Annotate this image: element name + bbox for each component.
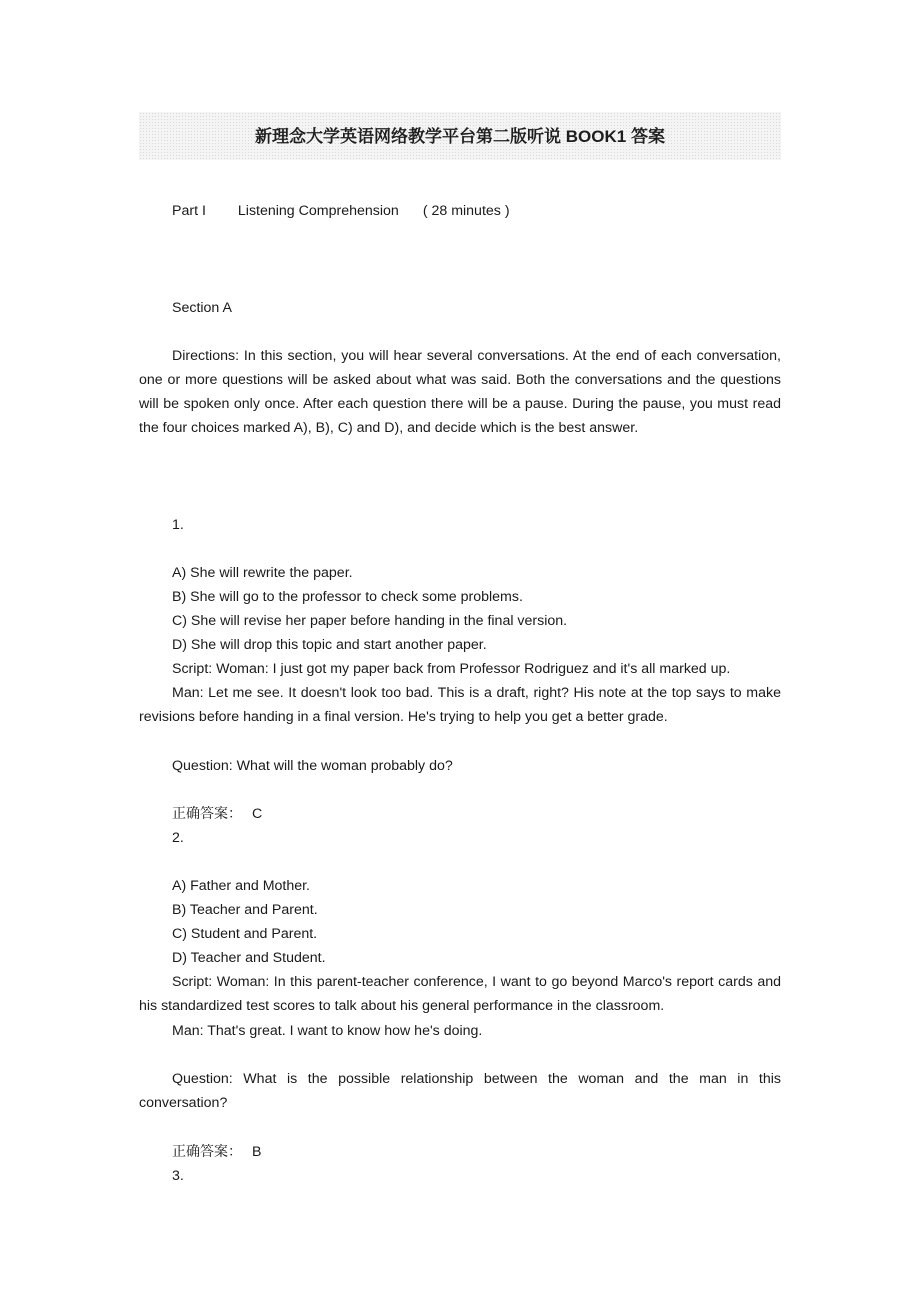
- option-c: C) Student and Parent.: [172, 926, 318, 942]
- option-d: D) She will drop this topic and start another paper.: [172, 637, 487, 653]
- script-man: Man: Let me see. It doesn't look too bad. This is a draft, right? His note at the top says to make revisions before handing in a final version. He's trying to help you get a better grade.: [139, 685, 781, 726]
- answer-label: 正确答案：: [172, 806, 242, 822]
- question-number: 1.: [172, 517, 184, 533]
- answer-line: [172, 1140, 781, 1164]
- question-text: Question: What will the woman probably do?: [172, 758, 453, 774]
- option-c: C) She will revise her paper before handing in the final version.: [172, 613, 568, 629]
- option-b: B) Teacher and Parent.: [172, 902, 318, 918]
- part-label: Part I: [172, 203, 206, 219]
- document-title: 新理念大学英语网络教学平台第二版听说 BOOK1 答案: [255, 127, 665, 146]
- script-woman: Script: Woman: In this parent-teacher conference, I want to go beyond Marco's report cards and his standardized test scores to talk about his general performance in the classroom.: [139, 974, 781, 1015]
- option-a: A) Father and Mother.: [172, 878, 311, 894]
- part-name: Listening Comprehension: [237, 203, 399, 219]
- option-d: D) Teacher and Student.: [172, 950, 326, 966]
- script-man: Man: That's great. I want to know how he's doing.: [172, 1023, 483, 1039]
- part-time: ( 28 minutes ): [422, 203, 510, 219]
- question-text: Question: What is the possible relationship between the woman and the man in this conversation?: [139, 1071, 781, 1112]
- option-b: B) She will go to the professor to check some problems.: [172, 589, 523, 605]
- question-number: 2.: [172, 830, 184, 846]
- answer-value: C: [252, 806, 263, 822]
- part-heading: [172, 199, 781, 223]
- directions-paragraph: Directions: In this section, you will hear several conversations. At the end of each conversation, one or more questions will be asked about what was said. Both the conversations and the questions will be spoken only once. After each question there will be a pause. During the pause, you must read the four choices marked A), B), C) and D), and decide which is the best answer.: [139, 348, 781, 437]
- option-a: A) She will rewrite the paper.: [172, 565, 353, 581]
- question-number: 3.: [172, 1168, 184, 1184]
- answer-value: B: [252, 1144, 262, 1160]
- section-heading: Section A: [172, 300, 232, 316]
- script-woman: Script: Woman: I just got my paper back from Professor Rodriguez and it's all marked up.: [172, 661, 731, 677]
- answer-line: [172, 802, 781, 826]
- answer-label: 正确答案：: [172, 1144, 242, 1160]
